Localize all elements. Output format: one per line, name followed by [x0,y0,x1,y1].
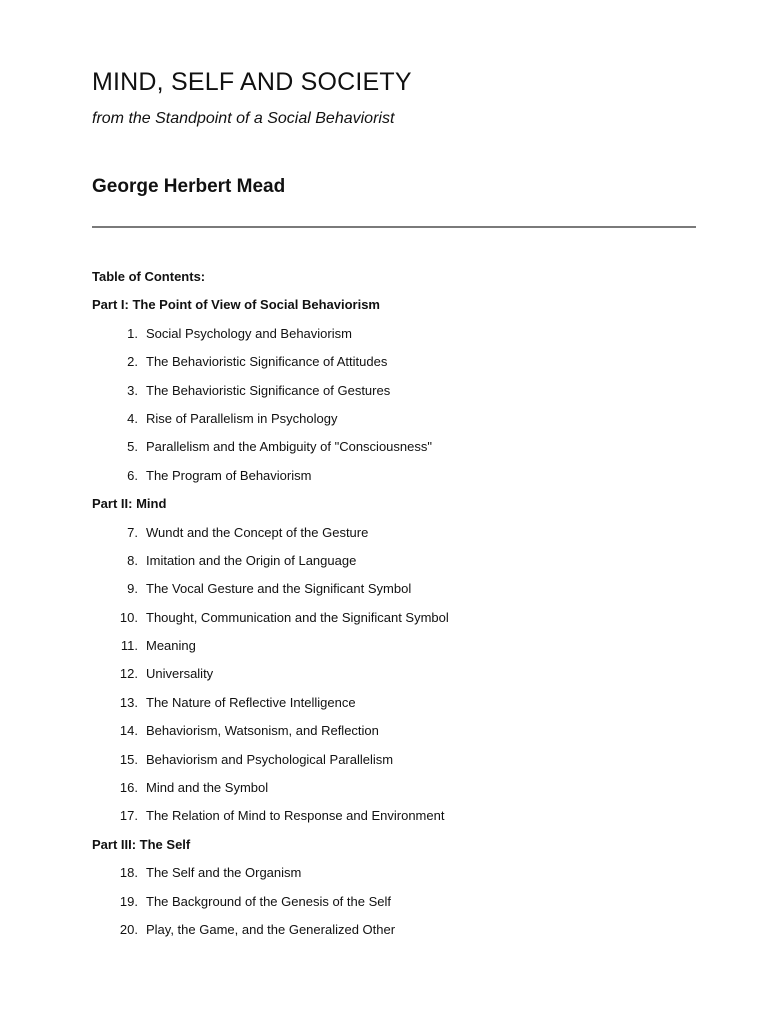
toc-chapter-list [92,323,696,493]
toc-chapter-title: The Background of the Genesis of the Self [146,893,391,909]
toc-chapter-number: 14. [119,723,138,739]
toc-chapter-number-cell [92,749,138,771]
toc-chapter-item [92,351,696,379]
toc-chapter-list [92,862,696,947]
toc-chapter-number-cell [92,919,138,941]
toc-chapter-number-cell [92,522,138,544]
toc-chapter-title: The Behavioristic Significance of Gestures [146,382,391,398]
toc-chapter-number-cell [92,720,138,742]
document-subtitle: from the Standpoint of a Social Behaviorist [92,110,395,127]
toc-chapter-title: Universality [146,666,214,682]
toc-chapter-item [92,919,696,947]
toc-chapter-number-cell [92,578,138,600]
toc-chapter-item [92,522,696,550]
toc-chapter-item [92,607,696,635]
toc-chapter-number-cell [92,607,138,629]
toc-chapter-item [92,465,696,493]
toc-chapter-title: Thought, Communication and the Significant Symbol [146,609,449,625]
toc-chapter-item [92,749,696,777]
toc-chapter-number-cell [92,692,138,714]
document-title: MIND, SELF AND SOCIETY [92,68,412,96]
toc-chapter-number-cell [92,862,138,884]
toc-chapter-item [92,380,696,408]
toc-chapter-number-cell [92,380,138,402]
toc-chapter-title: Imitation and the Origin of Language [146,552,357,568]
toc-chapter-number: 6. [127,467,138,483]
toc-chapter-title: The Program of Behaviorism [146,467,312,483]
toc-chapter-number: 4. [127,410,138,426]
toc-chapter-title: Behaviorism, Watsonism, and Reflection [146,723,379,739]
toc-chapter-number-cell [92,408,138,430]
toc-part-heading: Part III: The Self [92,836,191,852]
toc-chapter-item [92,436,696,464]
toc-chapter-number-cell [92,663,138,685]
toc-chapter-number: 1. [127,325,138,341]
toc-chapter-number: 8. [127,552,138,568]
toc-chapter-number: 12. [119,666,138,682]
toc-heading: Table of Contents: [92,269,206,284]
toc-chapter-number-cell [92,777,138,799]
toc-chapter-title: Mind and the Symbol [146,780,269,796]
toc-chapter-number-cell [92,805,138,827]
toc-chapter-number-cell [92,436,138,458]
toc-chapter-title: Rise of Parallelism in Psychology [146,410,338,426]
toc-chapter-title: Play, the Game, and the Generalized Other [146,921,396,937]
toc-chapter-item [92,862,696,890]
toc-chapter-number: 7. [127,524,138,540]
table-of-contents [92,266,696,947]
toc-chapter-number-cell [92,465,138,487]
toc-chapter-title: Social Psychology and Behaviorism [146,325,352,341]
toc-chapter-number: 10. [119,609,138,625]
toc-chapter-number-cell [92,635,138,657]
toc-chapter-number: 17. [119,808,138,824]
toc-chapter-title: Meaning [146,638,196,654]
toc-chapter-item [92,805,696,833]
toc-chapter-number: 13. [119,694,138,710]
toc-chapter-item [92,692,696,720]
toc-chapter-number: 11. [120,638,138,654]
toc-chapter-title: The Nature of Reflective Intelligence [146,694,356,710]
toc-chapter-item [92,578,696,606]
toc-chapter-item [92,720,696,748]
toc-part-heading: Part I: The Point of View of Social Behaviorism [92,297,380,313]
toc-chapter-number: 19. [119,893,138,909]
document-author: George Herbert Mead [92,176,286,197]
toc-parts [92,294,696,947]
toc-chapter-number: 16. [119,780,138,796]
toc-chapter-list [92,522,696,834]
toc-part-heading: Part II: Mind [92,496,167,512]
toc-chapter-number-cell [92,351,138,373]
toc-chapter-number-cell [92,323,138,345]
toc-chapter-number: 3. [127,382,138,398]
toc-chapter-item [92,777,696,805]
toc-chapter-number-cell [92,891,138,913]
toc-chapter-number: 9. [127,581,138,597]
toc-chapter-item [92,323,696,351]
toc-chapter-title: The Behavioristic Significance of Attitudes [146,354,388,370]
horizontal-divider [92,226,696,228]
toc-chapter-number: 15. [119,751,138,767]
toc-chapter-number: 20. [119,921,138,937]
toc-chapter-title: The Self and the Organism [146,865,302,881]
toc-chapter-title: Behaviorism and Psychological Parallelism [146,751,394,767]
toc-chapter-number: 18. [119,865,138,881]
toc-chapter-title: The Vocal Gesture and the Significant Symbol [146,581,412,597]
toc-chapter-item [92,408,696,436]
toc-chapter-item [92,891,696,919]
toc-chapter-number: 5. [127,439,138,455]
toc-chapter-title: Parallelism and the Ambiguity of "Consciousness" [146,439,432,455]
toc-chapter-item [92,635,696,663]
toc-chapter-item [92,663,696,691]
toc-chapter-number-cell [92,550,138,572]
toc-chapter-item [92,550,696,578]
toc-chapter-number: 2. [127,354,138,370]
toc-chapter-title: The Relation of Mind to Response and Environment [146,808,445,824]
toc-chapter-title: Wundt and the Concept of the Gesture [146,524,369,540]
